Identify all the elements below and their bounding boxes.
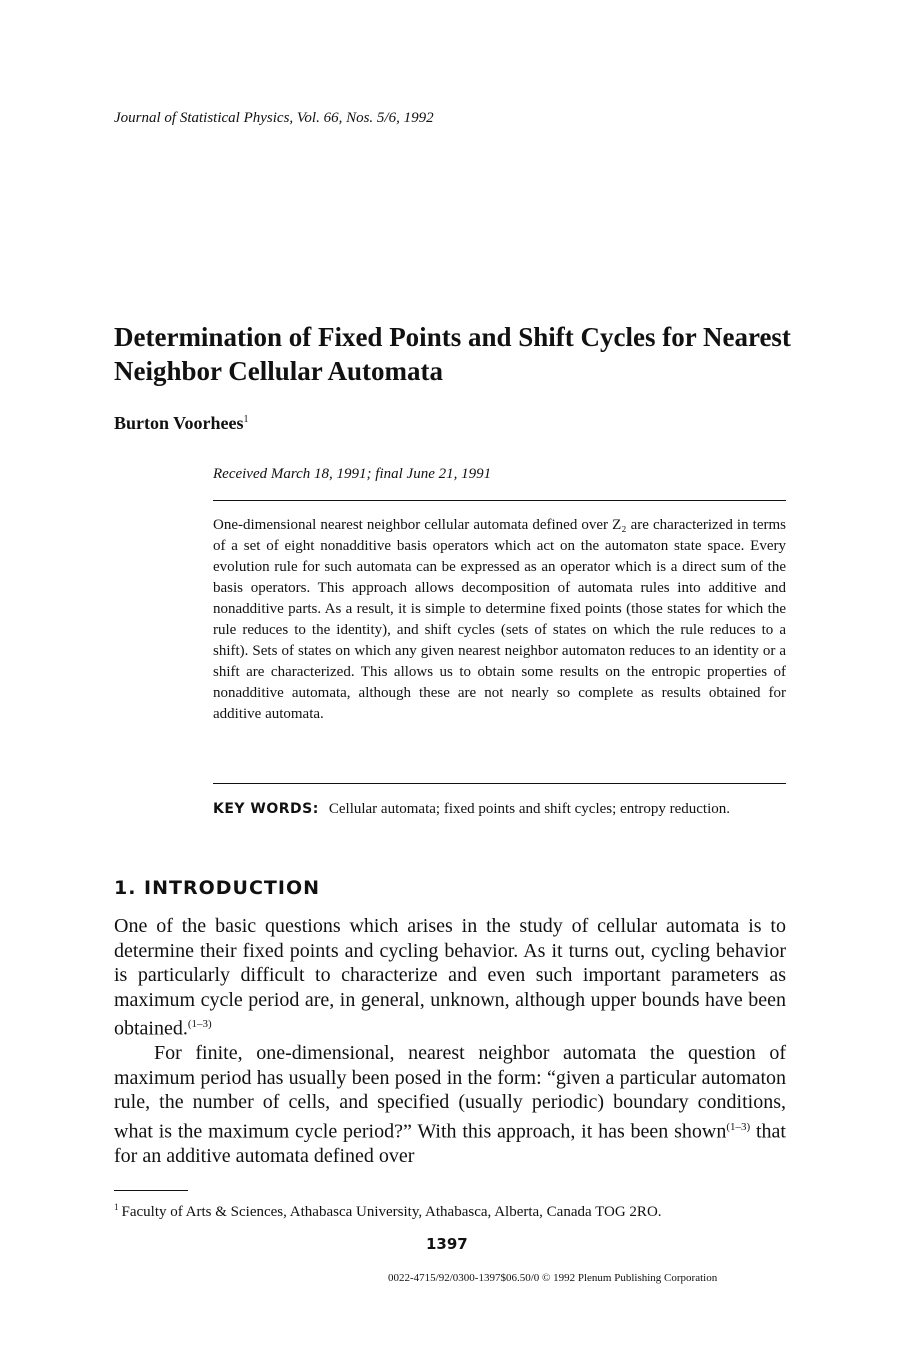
body-text — [114, 914, 786, 1168]
author-name: Burton Voorhees — [114, 413, 244, 433]
abstract-top-rule — [213, 500, 786, 501]
citation-ref: (1–3) — [726, 1120, 751, 1133]
footnote-rule — [114, 1190, 188, 1191]
abstract: One-dimensional nearest neighbor cellular automata defined over Z₂ are characterized in terms of a set of eight nonadditive basis operators which act on the automaton state space. Every evolution rule for such automata can be expressed as an operator which is a direct sum of the basis operators. This approach allows decomposition of automata rules into additive and nonadditive parts. As a result, it is simple to determine fixed points (those states for which the rule reduces to the identity), and shift cycles (sets of states on which the rule reduces to a shift). Sets of states on which any given nearest neighbor automaton reduces to an identity or a shift are characterized. This allows us to obtain some results on the entropic properties of nonadditive automata, although these are not nearly so complete as results obtained for additive automata. — [213, 517, 786, 722]
paragraph-2-text-b: that for an additive automata defined over — [114, 1120, 786, 1167]
publisher-line: 0022-4715/92/0300-1397$06.50/0 © 1992 Plenum Publishing Corporation — [388, 1272, 718, 1284]
paragraph-2-text-a: For finite, one-dimensional, nearest neighbor automata the question of maximum period has usually been posed in the form: “given a particular automaton rule, the number of cells, and specified (usually periodic) boundary conditions, what is the maximum cycle period?” With this approach, it has been shown — [114, 1042, 786, 1143]
keywords-text: Cellular automata; fixed points and shift cycles; entropy reduction. — [328, 801, 730, 817]
section-heading: 1. INTRODUCTION — [114, 877, 320, 899]
journal-citation: Journal of Statistical Physics, Vol. 66, Nos. 5/6, 1992 — [114, 110, 434, 126]
page-number: 1397 — [426, 1235, 468, 1253]
paper-title: Determination of Fixed Points and Shift Cycles for Nearest Neighbor Cellular Automata — [114, 322, 791, 386]
paragraph-2 — [114, 1041, 786, 1168]
keywords — [213, 799, 786, 820]
abstract-bottom-rule — [213, 783, 786, 784]
paragraph-1-text: One of the basic questions which arises in the study of cellular automata is to determine their fixed points and cycling behavior. As it turns out, cycling behavior is particularly difficult to characterize and even such important parameters as maximum cycle period are, in general, unknown, although upper bounds have been obtained. — [114, 915, 786, 1040]
citation-ref: (1–3) — [187, 1018, 212, 1030]
author-footnote-mark: 1 — [243, 414, 249, 425]
footnote-text: Faculty of Arts & Sciences, Athabasca University, Athabasca, Alberta, Canada TOG 2RO. — [121, 1204, 662, 1220]
received-dates: Received March 18, 1991; final June 21, 1991 — [213, 466, 492, 482]
author-line — [114, 413, 249, 434]
footnote — [114, 1202, 662, 1221]
footnote-mark: 1 — [114, 1202, 119, 1212]
paragraph-1 — [114, 914, 786, 1041]
keywords-label: KEY WORDS: — [213, 801, 319, 817]
